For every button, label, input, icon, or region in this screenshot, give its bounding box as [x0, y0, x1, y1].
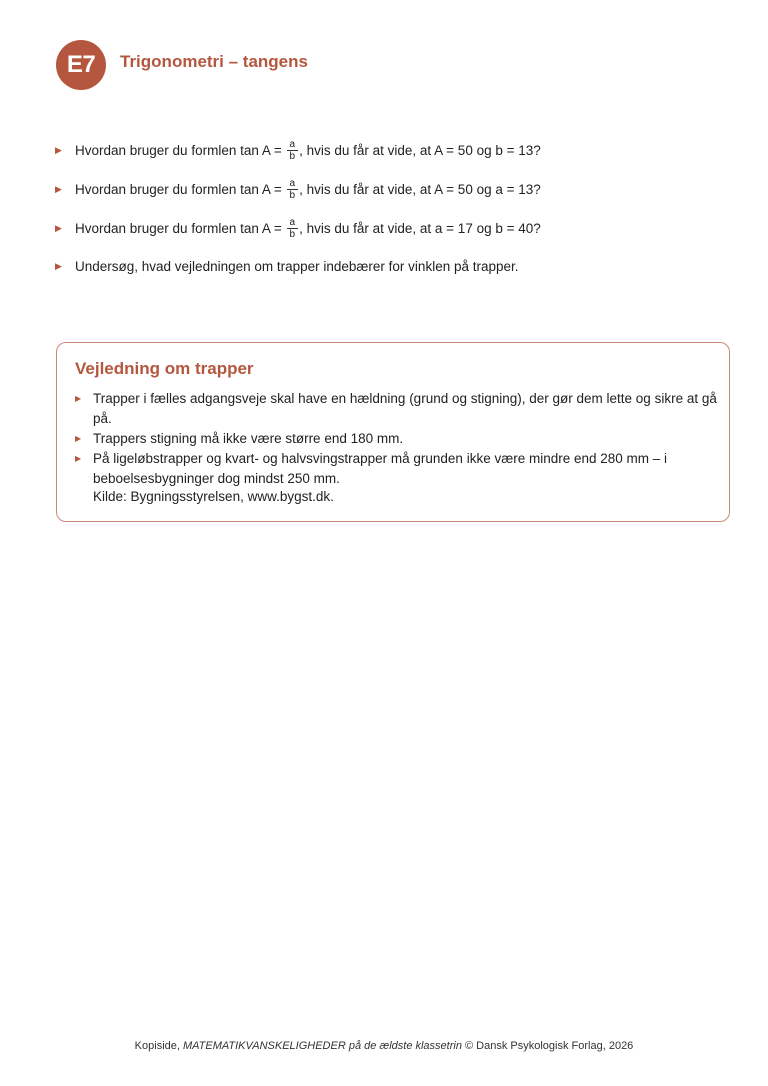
question-item — [55, 134, 735, 166]
triangle-bullet-icon: ▶ — [75, 434, 82, 443]
guide-item-text: Trappers stigning må ikke være større end 180 mm. — [93, 431, 404, 446]
question-prefix: Hvordan bruger du formlen tan A = — [75, 181, 282, 197]
question-suffix: , hvis du får at vide, at A = 50 og a = 13? — [299, 181, 541, 197]
footer-copyright: © Dansk Psykologisk Forlag, 2026 — [461, 1040, 634, 1052]
guide-box-title: Vejledning om trapper — [75, 359, 254, 378]
question-item — [55, 256, 735, 276]
triangle-bullet-icon: ▶ — [55, 260, 62, 271]
fraction-denominator: b — [289, 228, 296, 240]
fraction-numerator: a — [287, 178, 299, 190]
guide-item — [75, 449, 720, 489]
fraction — [287, 178, 299, 201]
question-suffix: , hvis du får at vide, at A = 50 og b = 13? — [299, 142, 541, 158]
question-prefix: Hvordan bruger du formlen tan A = — [75, 220, 282, 236]
triangle-bullet-icon: ▶ — [75, 394, 82, 403]
question-suffix: , hvis du får at vide, at a = 17 og b = 40? — [299, 220, 541, 236]
footer — [0, 1040, 768, 1052]
question-item — [55, 212, 735, 244]
fraction — [287, 217, 299, 240]
triangle-bullet-icon: ▶ — [75, 454, 82, 463]
question-text: Undersøg, hvad vejledningen om trapper indebærer for vinklen på trapper. — [75, 258, 519, 274]
question-prefix: Hvordan bruger du formlen tan A = — [75, 142, 282, 158]
fraction-denominator: b — [289, 150, 296, 162]
source-citation: Kilde: Bygningsstyrelsen, www.bygst.dk. — [93, 489, 334, 504]
section-badge: E7 — [56, 40, 106, 90]
footer-prefix: Kopiside, — [134, 1040, 183, 1052]
fraction-numerator: a — [287, 139, 299, 151]
question-list — [55, 134, 735, 283]
page-title: Trigonometri – tangens — [120, 52, 308, 71]
footer-book-title: MATEMATIKVANSKELIGHEDER på de ældste klassetrin — [182, 1040, 462, 1052]
fraction-numerator: a — [287, 217, 299, 229]
guide-item-text: Trapper i fælles adgangsveje skal have en hældning (grund og stigning), der gør dem lette og sikre at gå på. — [93, 391, 717, 426]
guide-item — [75, 389, 720, 429]
triangle-bullet-icon: ▶ — [55, 144, 62, 155]
guide-item-text: På ligeløbstrapper og kvart- og halvsvingstrapper må grunden ikke være mindre end 280 mm – i beboelsesbygninger dog mindst 250 mm. — [93, 451, 668, 486]
fraction-denominator: b — [289, 189, 296, 201]
guide-item — [75, 429, 720, 449]
guide-box — [56, 342, 730, 522]
triangle-bullet-icon: ▶ — [55, 222, 62, 233]
fraction — [287, 139, 299, 162]
guide-list — [75, 389, 720, 489]
question-item — [55, 173, 735, 205]
triangle-bullet-icon: ▶ — [55, 183, 62, 194]
